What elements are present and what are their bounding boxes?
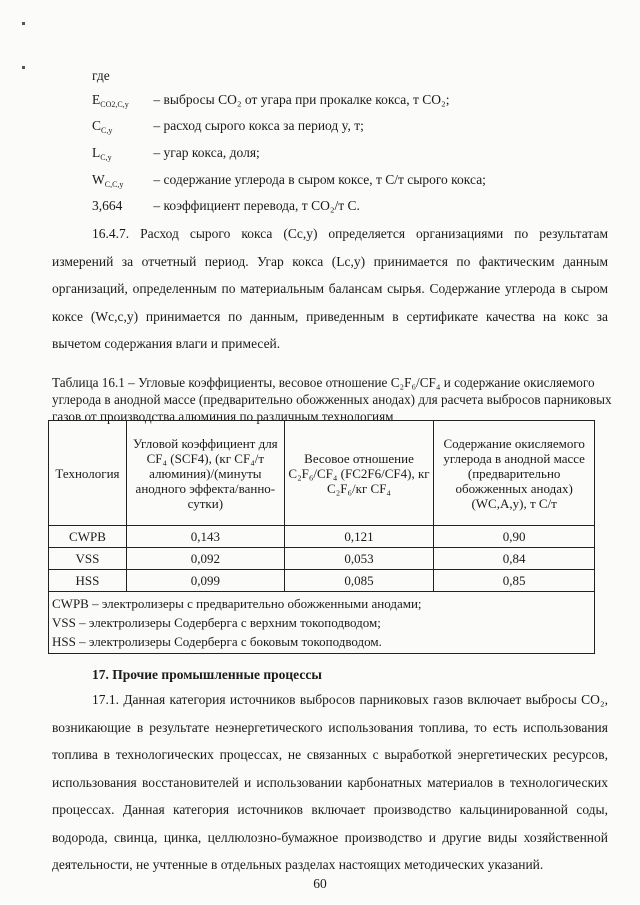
cell-carbon: 0,84 <box>434 548 595 570</box>
cell-ratio: 0,053 <box>284 548 434 570</box>
definition-emissions <box>92 92 450 109</box>
paragraph-17-1: 17.1. Данная категория источников выбросов парниковых газов включает выбросы CO₂, возникающие в результате неэнергетического использования топлива, то есть использования топлива в технологических процессах, не связанных с выработкой энергетических ресурсов, использования восстановителей и использовании карбонатных материалов в технологических процессах. Данная категория источников включает производство кальцинированной соды, водорода, свинца, цинка, целлюлозно-бумажное производство и другие виды хозяйственной деятельности, не учтенные в отдельных разделах настоящих методических указаний. <box>52 692 608 872</box>
cell-ratio: 0,121 <box>284 526 434 548</box>
table-row <box>49 548 595 570</box>
definition-coke-consumption <box>92 118 364 135</box>
cell-slope: 0,099 <box>126 570 284 592</box>
header-technology: Технология <box>49 421 127 526</box>
table-notes <box>49 592 595 654</box>
header-slope-coefficient: Угловой коэффициент для CF₄ (SCF4), (кг CF₄/т алюминия)/(минуты анодного эффекта/ванно-сутки) <box>126 421 284 526</box>
definition-symbol: $E_{CO2,C,y}$ <box>92 92 129 109</box>
scan-speck <box>22 66 25 69</box>
definition-text: – коэффициент перевода, т CO₂/т С. <box>153 198 360 213</box>
definition-text: – расход сырого кокса за период y, т; <box>153 118 364 133</box>
definition-coke-loss <box>92 145 260 162</box>
definition-text: – содержание углерода в сыром коксе, т С/т сырого кокса; <box>153 172 486 187</box>
definition-text: – выбросы CO₂ от угара при прокалке кокса, т CO₂; <box>153 92 450 107</box>
cell-slope: 0,143 <box>126 526 284 548</box>
cell-technology: VSS <box>49 548 127 570</box>
cell-ratio: 0,085 <box>284 570 434 592</box>
coefficients-table <box>48 420 595 654</box>
note-vss: VSS – электролизеры Содерберга с верхним токоподводом; <box>52 615 381 630</box>
note-hss: HSS – электролизеры Содерберга с боковым токоподводом. <box>52 634 382 649</box>
table-header-row <box>49 421 595 526</box>
page-number: 60 <box>313 876 327 891</box>
cell-slope: 0,092 <box>126 548 284 570</box>
table-row <box>49 570 595 592</box>
scan-speck <box>22 22 25 25</box>
cell-technology: CWPB <box>49 526 127 548</box>
definition-conversion-factor <box>92 198 360 215</box>
table-row <box>49 526 595 548</box>
header-weight-ratio: Весовое отношение C₂F₆/CF₄ (FC2F6/CF4), кг C₂F₆/кг CF₄ <box>284 421 434 526</box>
where-label: где <box>92 68 110 83</box>
definition-symbol: $L_{C,y}$ <box>92 145 112 162</box>
note-cwpb: CWPB – электролизеры с предварительно обожженными анодами; <box>52 596 422 611</box>
definition-carbon-content <box>92 172 486 189</box>
definition-text: – угар кокса, доля; <box>153 145 260 160</box>
cell-carbon: 0,90 <box>434 526 595 548</box>
paragraph-16-4-7: 16.4.7. Расход сырого кокса (Cc,y) определяется организациями по результатам измерений за отчетный период. Угар кокса (Lc,y) принимается по фактическим данным организаций, определенным по материальным балансам сырья. Содержание углерода в сыром коксе (Wc,c,y) принимается по данным, приведенным в сертификате качества на кокс за вычетом содержания влаги и примесей. <box>52 226 608 351</box>
definition-symbol: $W_{C,C,y}$ <box>92 172 124 189</box>
header-carbon-content: Содержание окисляемого углерода в анодной массе (предварительно обожженных анодах) (WC,A,y), т С/т <box>434 421 595 526</box>
cell-technology: HSS <box>49 570 127 592</box>
definition-symbol: 3,664 <box>92 198 123 213</box>
table-caption: Таблица 16.1 – Угловые коэффициенты, весовое отношение C₂F₆/CF₄ и содержание окисляемого углерода в анодной массе (предварительно обожженных анодах) для расчета выбросов парниковых газов от производства алюминия по различным технологиям <box>52 375 612 424</box>
section-heading: 17. Прочие промышленные процессы <box>92 667 322 682</box>
cell-carbon: 0,85 <box>434 570 595 592</box>
definition-symbol: $C_{C,y}$ <box>92 118 113 135</box>
table-notes-row <box>49 592 595 654</box>
